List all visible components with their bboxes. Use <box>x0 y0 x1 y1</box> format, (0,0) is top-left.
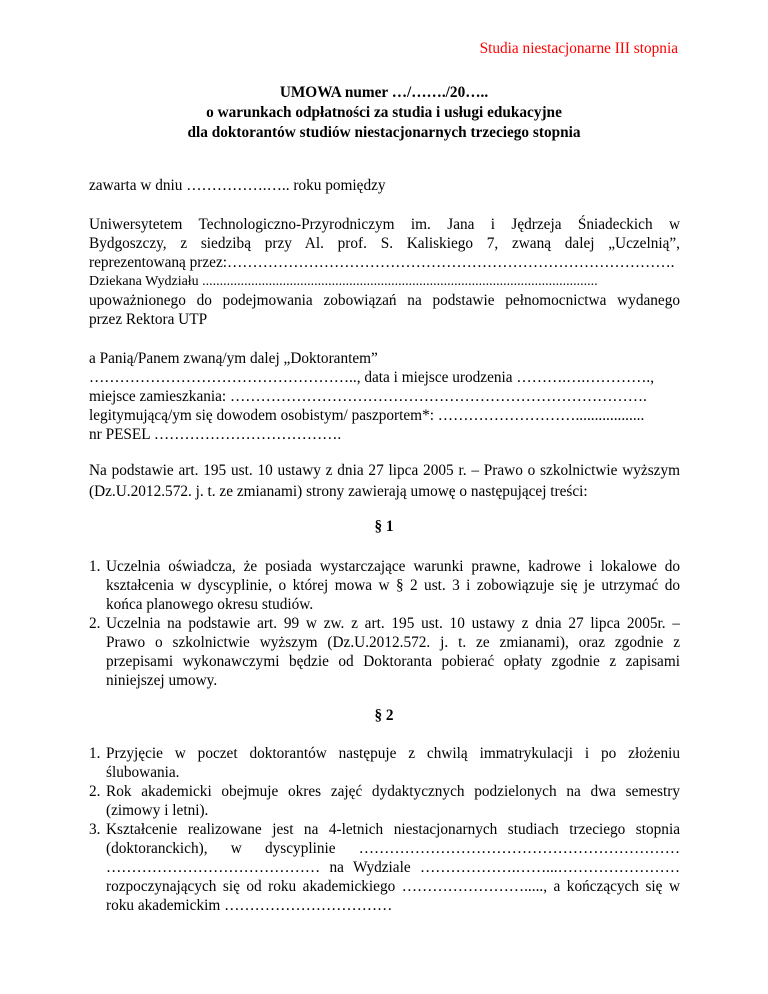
title-line-subject: o warunkach odpłatności za studia i usługi edukacyjne <box>206 104 562 121</box>
legal-basis-line-2: (Dz.U.2012.572. j. t. ze zmianami) strony zawierają umowę o następującej treści: <box>89 482 588 500</box>
title-line-number: UMOWA numer …/……./20….. <box>279 84 489 101</box>
doctoral-line-5: nr PESEL ………………………………. <box>89 426 342 443</box>
section-2-heading: § 2 <box>374 707 394 724</box>
section-2-item-3: 3. Kształcenie realizowane jest na 4-letnich niestacjonarnych studiach trzeciego stopnia (doktoranckich), w dyscyplinie ……………………………………………………… …………………………………… na Wydziale ……………….……...…………………… rozpoczynających się od roku akademickiego ……………………....., a kończących się w roku akademickim …………………………… <box>89 821 680 914</box>
legal-basis <box>89 461 680 502</box>
section-2-item-1: 1. Przyjęcie w poczet doktorantów następuje z chwilą immatrykulacji i po złożeniu ślubowania. <box>89 745 680 781</box>
legal-basis-line-1: Na podstawie art. 195 ust. 10 ustawy z dnia 27 lipca 2005 r. – Prawo o szkolnictwie wyższym <box>89 462 680 479</box>
university-line-5: upoważnionego do podejmowania zobowiązań na podstawie pełnomocnictwa wydanego <box>89 292 680 309</box>
doctoral-line-4: legitymującą/ym się dowodem osobistym/ paszportem*: ……………………….................. <box>89 407 645 424</box>
contract-title <box>0 83 768 143</box>
section-1-item-2: 2. Uczelnia na podstawie art. 99 w zw. z art. 195 ust. 10 ustawy z dnia 27 lipca 2005r. – Prawo o szkolnictwie wyższym (Dz.U.2012.572. j. t. ze zmianami), oraz zgodnie z przepisami wykonawczymi będzie od Doktoranta pobierać opłaty zgodnie z zapisami niniejszej umowy. <box>89 615 680 689</box>
study-mode-note: Studia niestacjonarne III stopnia <box>479 40 678 57</box>
university-line-3: reprezentowaną przez:……………………………………………………………………………. <box>89 254 675 271</box>
university-line-6: przez Rektora UTP <box>89 311 208 328</box>
section-1-heading: § 1 <box>374 518 394 535</box>
section-1-item-1: 1. Uczelnia oświadcza, że posiada wystarczające warunki prawne, kadrowe i lokalowe do kształcenia w dyscyplinie, o której mowa w § 2 ust. 3 i zobowiązuje się je utrzymać do końca planowego okresu studiów. <box>89 558 680 613</box>
section-2-item-2: 2. Rok akademicki obejmuje okres zajęć dydaktycznych podzielonych na dwa semestry (zimowy i letni). <box>89 783 680 819</box>
university-line-4: Dziekana Wydziału ................................................................................................................. <box>89 274 598 289</box>
university-line-1: Uniwersytetem Technologiczno-Przyrodniczym im. Jana i Jędrzeja Śniadeckich w <box>89 216 680 233</box>
doctoral-line-3: miejsce zamieszkania: ………………………………………………………………………. <box>89 388 647 405</box>
concluded-date-line: zawarta w dniu …………….….. roku pomiędzy <box>89 177 386 194</box>
section-1-list <box>89 557 680 690</box>
title-line-audience: dla doktorantów studiów niestacjonarnych trzeciego stopnia <box>187 124 581 141</box>
doctoral-party <box>89 349 680 444</box>
doctoral-line-2: …………………………………………….., data i miejsce urodzenia ……….….…………., <box>89 369 655 386</box>
university-line-2: Bydgoszczy, z siedzibą przy Al. prof. S. Kaliskiego 7, zwaną dalej „Uczelnią”, <box>89 235 680 252</box>
doctoral-line-1: a Panią/Panem zwaną/ym dalej „Doktorantem” <box>89 350 378 367</box>
section-2-list <box>89 744 680 915</box>
university-party <box>89 215 680 329</box>
